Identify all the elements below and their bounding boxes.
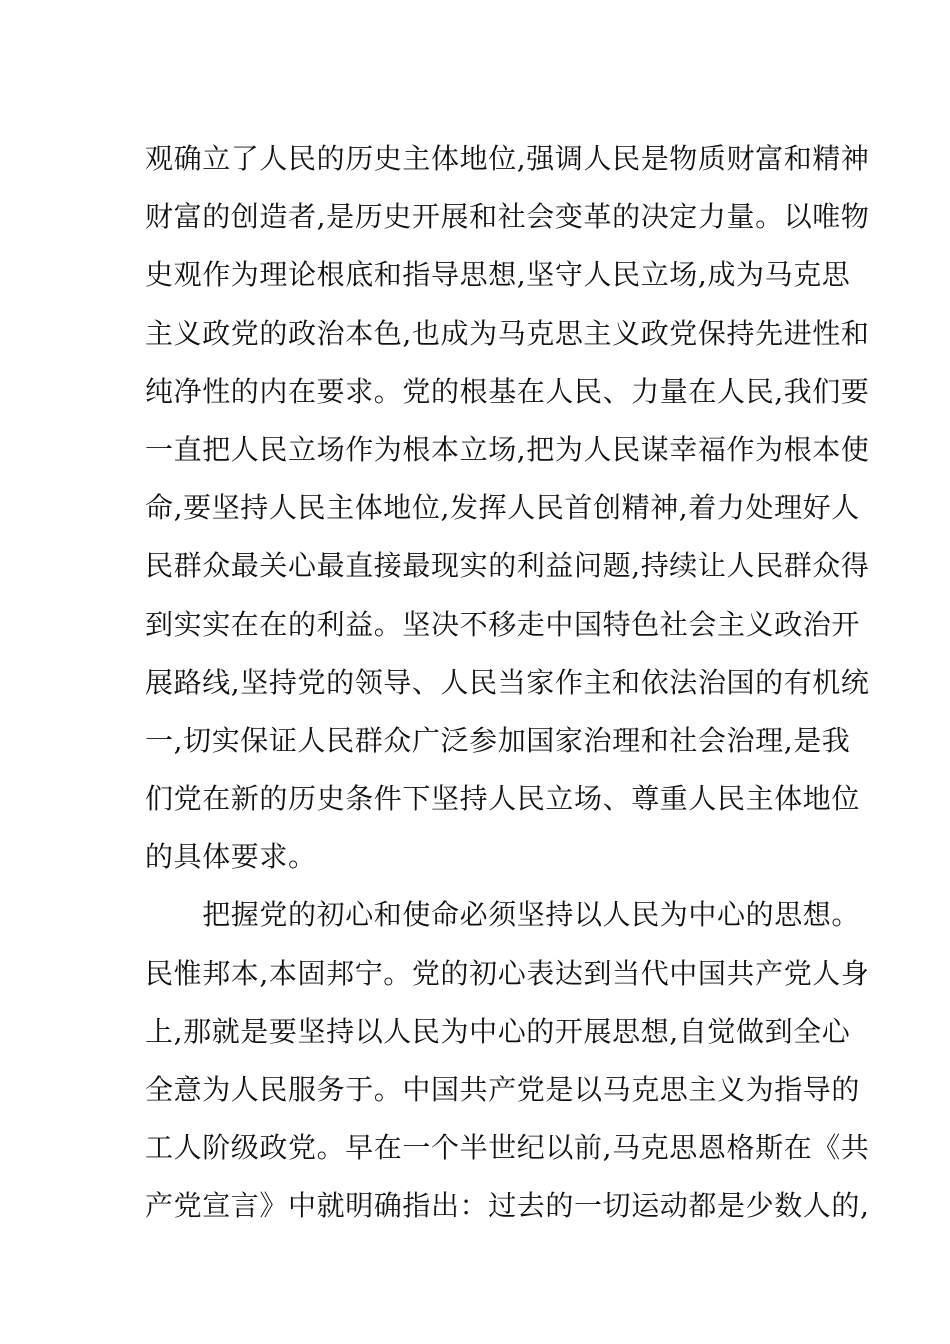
text-line: 到实实在在的利益。坚决不移走中国特色社会主义政治开 — [145, 607, 861, 641]
text-line: 全意为人民服务于。中国共产党是以马克思主义为指导的 — [145, 1073, 861, 1106]
text-line: 工人阶级政党。早在一个半世纪以前,马克思恩格斯在《共 — [145, 1131, 870, 1165]
text-line: 产党宣言》中就明确指出：过去的一切运动都是少数人的, — [145, 1189, 870, 1223]
text-line: 主义政党的政治本色,也成为马克思主义政党保持先进性和 — [145, 316, 870, 350]
text-line: 民群众最关心最直接最现实的利益问题,持续让人民群众得 — [145, 549, 870, 583]
text-line: 一,切实保证人民群众广泛参加国家治理和社会治理,是我 — [145, 723, 851, 757]
text-line: 财富的创造者,是历史开展和社会变革的决定力量。以唯物 — [145, 200, 870, 234]
text-line: 观确立了人民的历史主体地位,强调人民是物质财富和精神 — [145, 142, 870, 175]
text-line: 上,那就是要坚持以人民为中心的开展思想,自觉做到全心 — [145, 1014, 851, 1048]
body-text — [145, 130, 870, 1236]
text-line: 命,要坚持人民主体地位,发挥人民首创精神,着力处理好人 — [145, 491, 860, 525]
text-line: 纯净性的内在要求。党的根基在人民、力量在人民,我们要 — [145, 374, 870, 408]
text-line: 一直把人民立场作为根本立场,把为人民谋幸福作为根本使 — [145, 432, 870, 466]
text-line: 史观作为理论根底和指导思想,坚守人民立场,成为马克思 — [145, 258, 851, 292]
text-line: 们党在新的历史条件下坚持人民立场、尊重人民主体地位 — [145, 782, 861, 816]
text-line: 的具体要求。 — [145, 840, 317, 874]
text-line: 把握党的初心和使命必须坚持以人民为中心的思想。 — [145, 898, 861, 932]
text-line: 民惟邦本,本固邦宁。党的初心表达到当代中国共产党人身 — [145, 956, 870, 990]
text-line: 展路线,坚持党的领导、人民当家作主和依法治国的有机统 — [145, 665, 870, 699]
